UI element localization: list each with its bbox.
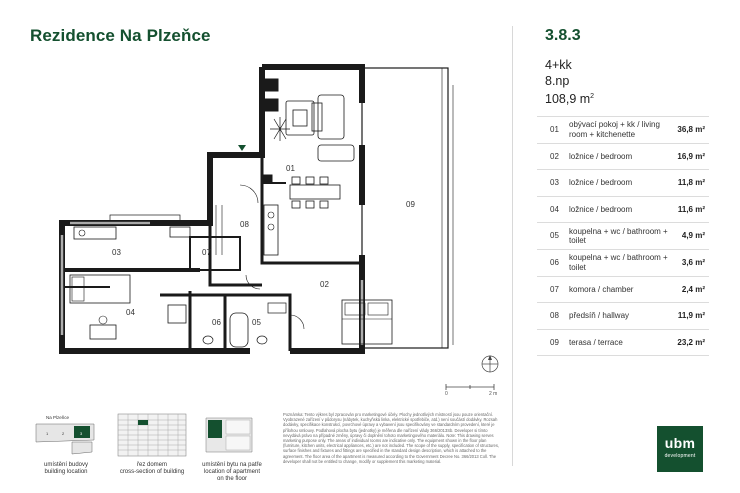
- building-section-keyplan: [116, 412, 188, 458]
- unit-area-sup: 2: [590, 93, 595, 100]
- room-area: 4,9 m²: [681, 231, 705, 241]
- room-name: koupelna + wc / bathroom + toilet: [569, 253, 668, 272]
- room-name: ložnice / bedroom: [569, 151, 633, 161]
- unit-floor: 8.np: [545, 74, 570, 88]
- dining-table: [290, 185, 340, 199]
- keyplan-site-title: Na Plzeňce: [46, 415, 70, 420]
- room-number: 02: [550, 151, 559, 161]
- room-name: koupelna + wc / bathroom + toilet: [569, 226, 668, 246]
- room-row: [537, 276, 709, 303]
- entrance-marker-icon: [238, 145, 246, 151]
- room-row: [537, 249, 709, 276]
- room-name: obývací pokoj + kk / living room + kitchenette: [569, 120, 660, 139]
- plan-label-03: 03: [112, 248, 121, 257]
- ubm-logo: [657, 426, 703, 472]
- plan-label-02: 02: [320, 280, 329, 289]
- plan-label-04: 04: [126, 308, 135, 317]
- room-name: terasa / terrace: [569, 337, 623, 347]
- plant-icon: [270, 117, 290, 141]
- toilet-05: [257, 336, 267, 344]
- bed-04: [70, 275, 130, 303]
- project-title: Rezidence Na Plzeňce: [30, 26, 211, 45]
- logo-main-text: ubm: [664, 435, 696, 451]
- unit-code: 3.8.3: [545, 27, 581, 44]
- room-number: 09: [550, 337, 559, 347]
- unit-summary: [545, 57, 594, 107]
- room-row: [537, 222, 709, 249]
- wall-01-02: [262, 155, 362, 263]
- bed-02: [342, 300, 392, 344]
- unit-area-value: 108,9 m: [545, 92, 591, 107]
- toilet-06: [203, 336, 213, 344]
- shower: [168, 305, 186, 323]
- floor-location-caption: [196, 462, 268, 483]
- plan-label-06: 06: [212, 318, 221, 327]
- caption-cz: řez domem: [136, 462, 167, 468]
- room-area: 11,9 m²: [677, 311, 705, 321]
- logo-sub-text: development: [664, 453, 696, 459]
- building-location-caption: [28, 462, 104, 476]
- outer-walls: [62, 67, 362, 351]
- room-number: 01: [550, 125, 559, 135]
- caption-cz: umístění bytu na patře: [202, 462, 262, 468]
- wall-07: [190, 237, 240, 270]
- unit-layout: 4+kk: [545, 58, 572, 72]
- caption-en: building location: [44, 469, 88, 475]
- room-area: 11,8 m²: [677, 178, 705, 188]
- plan-label-07: 07: [202, 248, 211, 257]
- room-row: [537, 329, 709, 357]
- caption-en: cross-section of building: [119, 469, 185, 475]
- room-name: komora / chamber: [569, 284, 634, 294]
- room-number: 08: [550, 311, 559, 321]
- north-arrow-icon: [480, 354, 500, 374]
- floor-plan: [50, 55, 470, 375]
- vertical-divider: [512, 26, 513, 466]
- room-row: [537, 116, 709, 143]
- room-area: 23,2 m²: [677, 337, 705, 347]
- room-name: ložnice / bedroom: [569, 204, 633, 214]
- room-area: 36,8 m²: [677, 125, 705, 135]
- keyplan-label: 2: [62, 431, 65, 436]
- scale-start-label: 0: [445, 391, 448, 397]
- room-area: 11,6 m²: [677, 204, 705, 214]
- room-number: 06: [550, 258, 559, 268]
- terrace-outline: [362, 68, 448, 348]
- room-number: 04: [550, 204, 559, 214]
- room-number: 05: [550, 231, 559, 241]
- room-name: ložnice / bedroom: [569, 178, 633, 188]
- room-area: 2,4 m²: [681, 284, 705, 294]
- section-caption: [114, 462, 190, 476]
- scale-end-label: 2 m: [489, 391, 498, 397]
- room-row: [537, 302, 709, 329]
- room-row: [537, 143, 709, 170]
- plan-label-09: 09: [406, 200, 415, 209]
- room-name: předsíň / hallway: [569, 311, 630, 321]
- room-row: [537, 196, 709, 223]
- keyplan-label: 1: [46, 431, 49, 436]
- caption-en-2: on the floor: [216, 476, 248, 482]
- bathtub: [230, 313, 248, 347]
- room-row: [537, 169, 709, 196]
- room-area: 3,6 m²: [681, 258, 705, 268]
- plan-label-08: 08: [240, 220, 249, 229]
- keyplan-label: 3: [80, 431, 83, 436]
- room-number: 03: [550, 178, 559, 188]
- caption-en: location of apartment: [203, 469, 261, 475]
- disclaimer-note: Poznámka: Tento výkres byl zpracován pro marketingové účely. Plochy jednotlivých místností jsou pouze orientační. Vyobrazené zařízení v půdorysu (nábytek, kuchyňská linka, elektrické spotřebiče, atd.) není součástí dodávky. Rozsah dodávky, specifikace konstrukcí, povrchové úpravy a vybavení jsou specifikovány ve standardním provedení, které je přílohou smlouvy. Podlahová plocha bytu (jednotky) je měřena dle nařízení vlády 366/2013Sb. Developer si tímto nevydává právo na případné změny, úpravy či doplnění tohoto marketingového materiálu. Note: This drawing serves marketing purpose only. The areas of individual rooms are indicative only. The equipment shown in the floor plan (furniture, kitchen units, electrical appliances, etc.) are not included. The scope of the supply, specification of structures, surface finishes and fixtures and fittings are specified in the standard design description, which is attached to the agreement. The floor area of the apartment is measured according to the Government Decree No. 366/2013 Coll. The developer shall not be entitled to change, modify or supplement this marketing material.: [283, 412, 500, 464]
- plan-label-05: 05: [252, 318, 261, 327]
- floor-location-keyplan: [202, 412, 258, 458]
- building-location-keyplan: [32, 412, 100, 460]
- unit-area: [545, 89, 594, 107]
- plan-label-01: 01: [286, 164, 295, 173]
- caption-cz: umístění budovy: [43, 462, 89, 468]
- room-number: 07: [550, 284, 559, 294]
- room-table: [537, 116, 709, 356]
- room-area: 16,9 m²: [677, 151, 705, 161]
